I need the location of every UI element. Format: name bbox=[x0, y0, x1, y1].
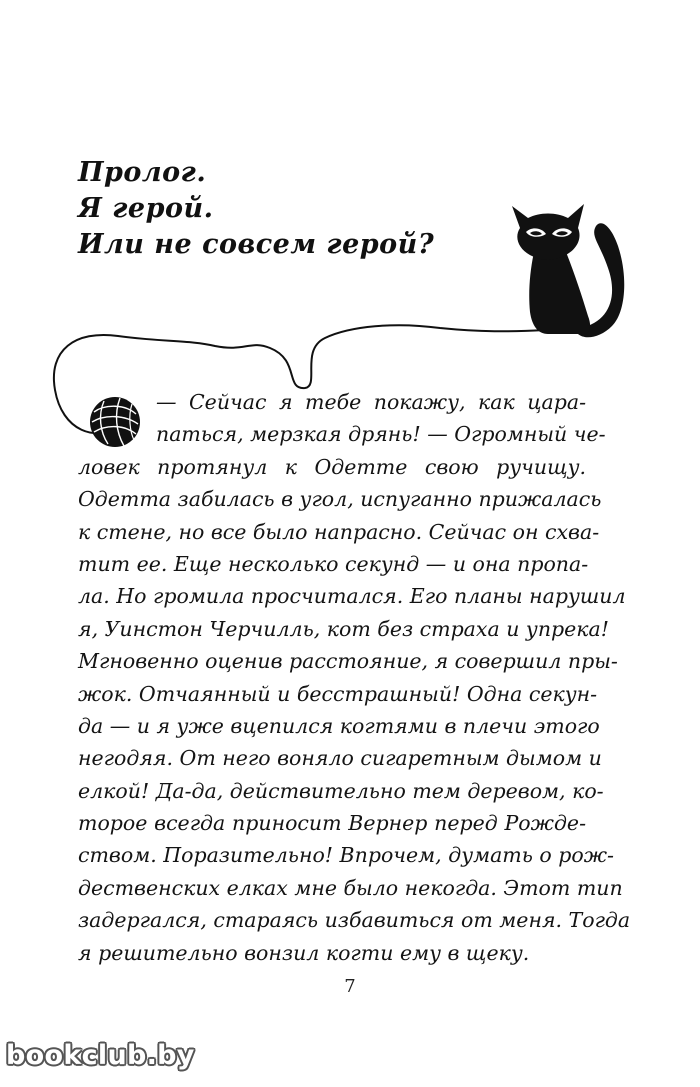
body-text bbox=[78, 386, 631, 969]
body-line: ловек протянул к Одетте свою ручищу. bbox=[78, 454, 586, 479]
body-line: жок. Отчаянный и бесстрашный! Одна секун- bbox=[78, 681, 598, 706]
heading-line-2: Я герой. bbox=[78, 193, 214, 224]
chapter-heading bbox=[78, 155, 434, 263]
body-line: я решительно вонзил когти ему в щеку. bbox=[78, 940, 530, 965]
body-line: к стене, но все было напрасно. Сейчас он схва- bbox=[78, 519, 600, 544]
body-line: торое всегда приносит Вернер перед Рожде- bbox=[78, 811, 586, 836]
heading-line-3: Или не совсем герой? bbox=[78, 229, 435, 260]
body-line: Мгновенно оценив расстояние, я совершил пры- bbox=[78, 649, 618, 674]
body-line: тит ее. Еще несколько секунд — и она пропа- bbox=[78, 551, 589, 576]
body-line: Одетта забилась в угол, испуганно прижалась bbox=[78, 487, 602, 512]
body-line: елкой! Да-да, действительно тем деревом, ко- bbox=[78, 778, 604, 803]
body-line: да — и я уже вцепился когтями в плечи этого bbox=[78, 713, 600, 738]
body-line: ла. Но громила просчитался. Его планы нарушил bbox=[78, 584, 626, 609]
body-line: паться, мерзкая дрянь! — Огромный че- bbox=[156, 422, 606, 447]
black-cat-icon bbox=[512, 204, 624, 337]
body-line: я, Уинстон Черчилль, кот без страха и упрека! bbox=[78, 616, 609, 641]
body-line: негодяя. От него воняло сигаретным дымом и bbox=[78, 746, 602, 771]
page-number: 7 bbox=[344, 976, 356, 997]
body-line: — Сейчас я тебе покажу, как цара- bbox=[156, 390, 586, 414]
watermark: bookclub.by bbox=[6, 1040, 195, 1071]
body-line: дественских елках мне было некогда. Этот тип bbox=[78, 875, 623, 900]
heading-line-1: Пролог. bbox=[78, 157, 207, 188]
body-line: ством. Поразительно! Впрочем, думать о рож- bbox=[78, 843, 614, 868]
body-line: задергался, стараясь избавиться от меня. Тогда bbox=[78, 908, 631, 933]
